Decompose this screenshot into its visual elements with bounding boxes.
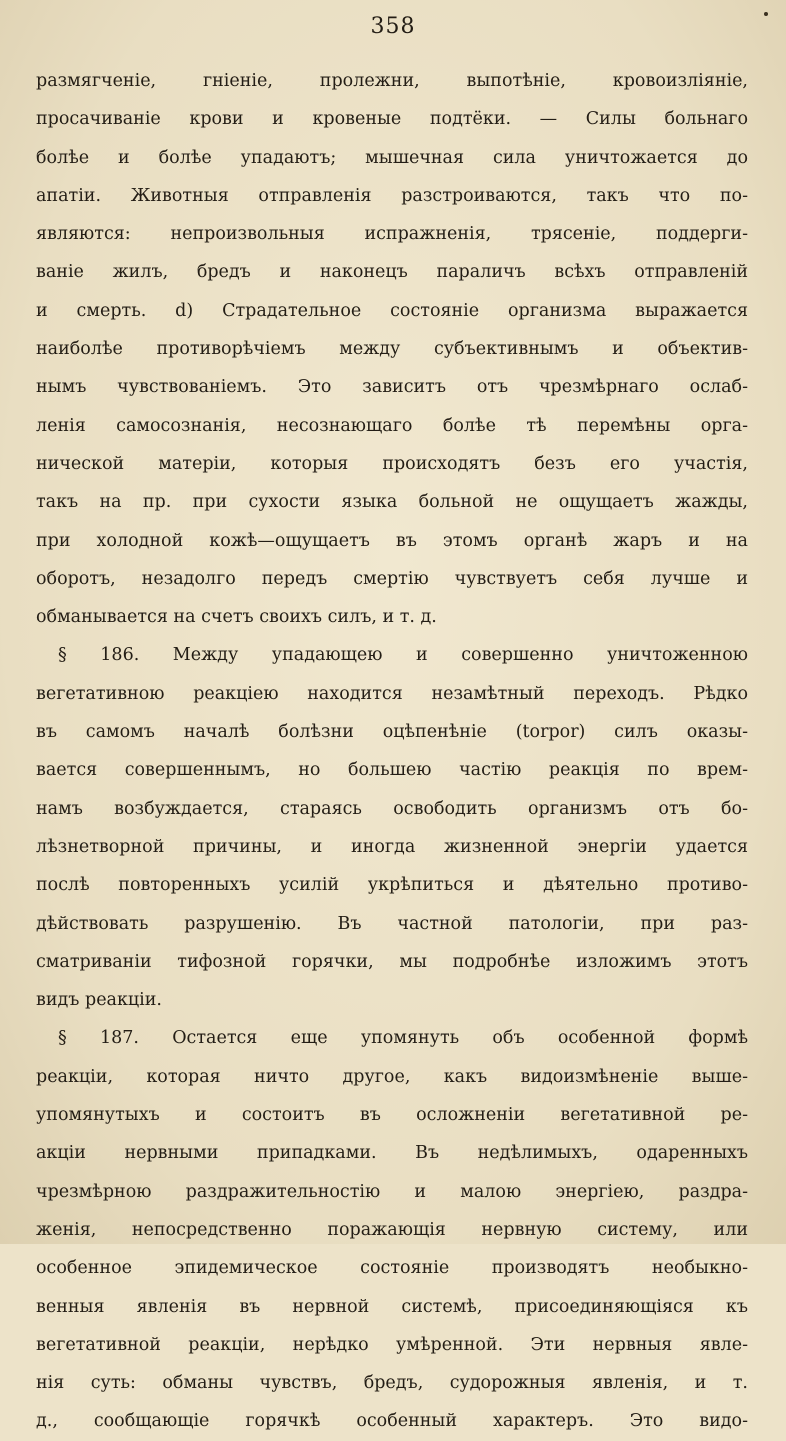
text-line: просачиваніе крови и кровеные подтёки. — Силы больнаго — [36, 109, 748, 130]
text-line: вегетативною реакціею находится незамѣтный переходъ. Рѣдко — [36, 683, 748, 704]
text-line: послѣ повторенныхъ усилій укрѣпиться и дѣятельно противо- — [36, 875, 748, 896]
text-line: нымъ чувствованіемъ. Это зависитъ отъ чрезмѣрнаго ослаб- — [36, 377, 748, 398]
text-line: болѣе и болѣе упадаютъ; мышечная сила уничтожается до — [36, 147, 748, 168]
body-text — [36, 62, 748, 1441]
text-line: и смерть. d) Страдательное состояніе организма выражается — [36, 300, 748, 321]
text-line: особенное эпидемическое состояніе производятъ необыкно- — [36, 1258, 748, 1279]
text-line: нія суть: обманы чувствъ, бредъ, судорожныя явленія, и т. — [36, 1373, 748, 1394]
text-line: женія, непосредственно поражающія нервную систему, или — [36, 1219, 748, 1240]
text-line: нической матеріи, которыя происходятъ безъ его участія, — [36, 453, 748, 474]
text-line: такъ на пр. при сухости языка больной не ощущаетъ жажды, — [36, 492, 748, 513]
text-line: § 186. Между упадающею и совершенно уничтоженною — [58, 645, 748, 666]
text-line: ленія самосознанія, несознающаго болѣе тѣ перемѣны орга- — [36, 415, 748, 436]
text-line: д., сообщающіе горячкѣ особенный характеръ. Это видо- — [36, 1411, 748, 1432]
text-line: вегетативной реакціи, нерѣдко умѣренной. Эти нервныя явле- — [36, 1334, 748, 1355]
text-line: акціи нервными припадками. Въ недѣлимыхъ, одаренныхъ — [36, 1143, 748, 1164]
text-line: ваніе жилъ, бредъ и наконецъ параличъ всѣхъ отправленій — [36, 262, 748, 283]
text-line: оборотъ, незадолго передъ смертію чувствуетъ себя лучше и — [36, 568, 748, 589]
page-number: 358 — [370, 14, 416, 39]
text-line: вается совершеннымъ, но большею частію реакція по врем- — [36, 760, 748, 781]
text-line: являются: непроизвольныя испражненія, трясеніе, поддерги- — [36, 224, 748, 245]
text-line: при холодной кожѣ—ощущаетъ въ этомъ органѣ жаръ и на — [36, 530, 748, 551]
text-line: реакціи, которая ничто другое, какъ видоизмѣненіе выше- — [36, 1066, 748, 1087]
text-line: апатіи. Животныя отправленія разстроиваются, такъ что по- — [36, 185, 748, 206]
text-line: намъ возбуждается, стараясь освободить организмъ отъ бо- — [36, 798, 748, 819]
text-line: венныя явленія въ нервной системѣ, присоединяющіяся къ — [36, 1296, 748, 1317]
text-line: упомянутыхъ и состоитъ въ осложненіи вегетативной ре- — [36, 1105, 748, 1126]
text-line: чрезмѣрною раздражительностію и малою энергіею, раздра- — [36, 1181, 748, 1202]
text-line: сматриваніи тифозной горячки, мы подробнѣе изложимъ этотъ — [36, 951, 748, 972]
text-line: обманывается на счетъ своихъ силъ, и т. д. — [36, 607, 437, 628]
text-line: видъ реакціи. — [36, 990, 162, 1011]
text-line: лѣзнетворной причины, и иногда жизненной энергіи удается — [36, 836, 748, 857]
text-line: дѣйствовать разрушенію. Въ частной патологіи, при раз- — [36, 913, 748, 934]
text-line: § 187. Остается еще упомянуть объ особенной формѣ — [58, 1028, 748, 1049]
text-line: наиболѣе противорѣчіемъ между субъективнымъ и объектив- — [36, 339, 748, 360]
text-line: размягченіе, гніеніе, пролежни, выпотѣніе, кровоизліяніе, — [36, 71, 748, 91]
text-line: въ самомъ началѣ болѣзни оцѣпенѣніе (torpor) силъ оказы- — [36, 722, 748, 743]
